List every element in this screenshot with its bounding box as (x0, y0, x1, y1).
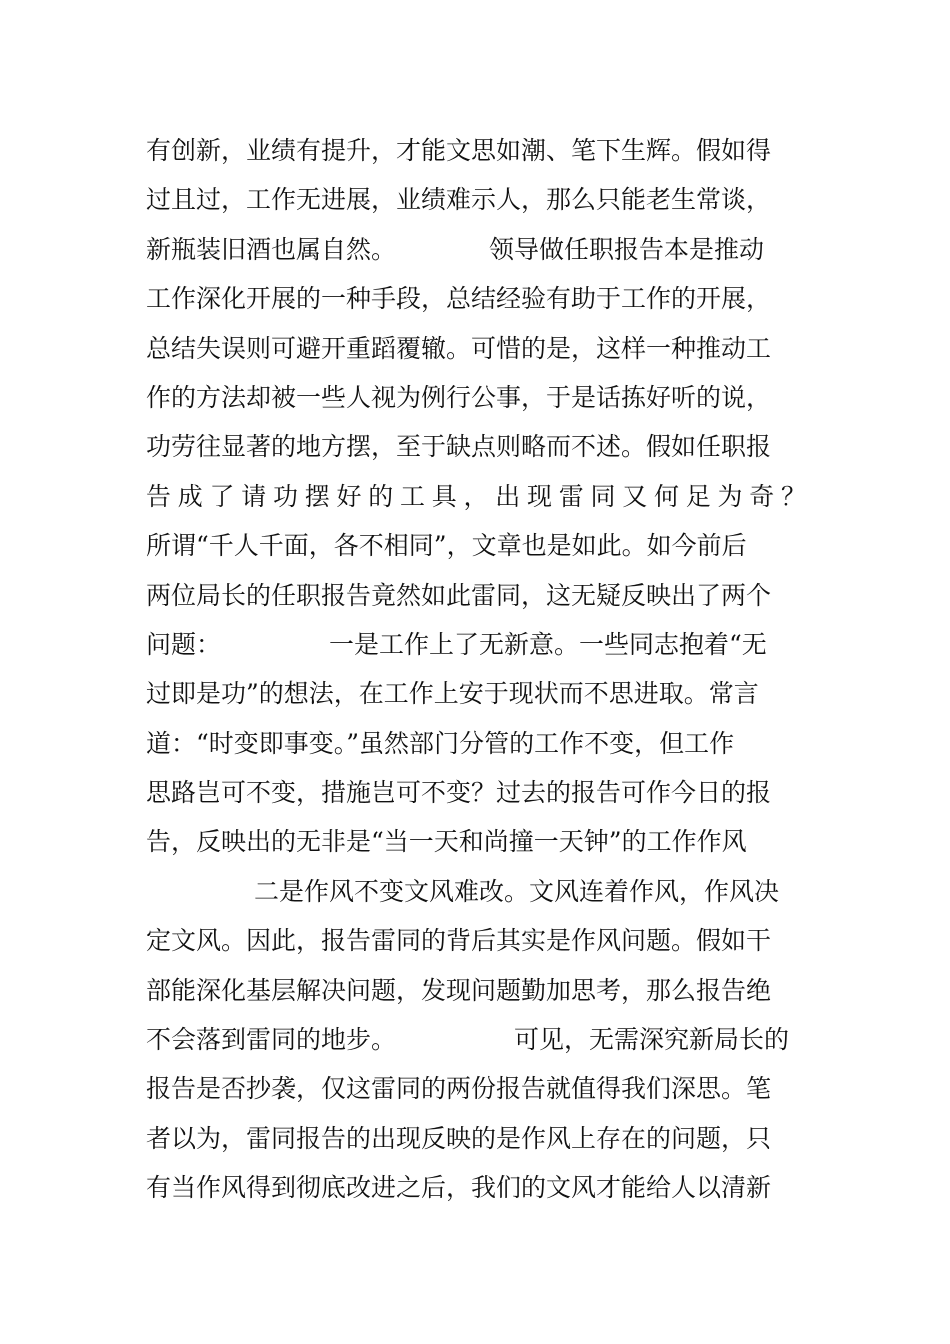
text-line-18: 部能深化基层解决问题，发现问题勤加思考，那么报告绝 (146, 975, 772, 1005)
text-line-19 (146, 1015, 806, 1064)
text-line-15: 告，反映出的无非是“当一天和尚撞一天钟”的工作作风 (146, 827, 747, 857)
text-segment: 不会落到雷同的地步。 (146, 1025, 397, 1055)
text-line-9: 所谓“千人千面，各不相同”，文章也是如此。如今前后 (146, 531, 747, 561)
text-segment: 新瓶装旧酒也属自然。 (146, 234, 397, 264)
text-line-21: 者以为，雷同报告的出现反映的是作风上存在的问题，只 (146, 1123, 772, 1153)
text-segment: 二是作风不变文风难改。文风连着作风，作风决 (254, 876, 780, 906)
text-line-22: 有当作风得到彻底改进之后，我们的文风才能给人以清新 (146, 1173, 772, 1203)
text-line-7: 功劳往显著的地方摆，至于缺点则略而不述。假如任职报 (146, 432, 772, 462)
text-line-10: 两位局长的任职报告竟然如此雷同，这无疑反映出了两个 (146, 580, 772, 610)
text-line-16 (146, 867, 806, 916)
text-line-2: 过且过，工作无进展，业绩难示人，那么只能老生常谈， (146, 185, 772, 215)
body-text (146, 126, 806, 1213)
text-segment: 一是工作上了无新意。一些同志抱着“无 (329, 629, 767, 659)
text-line-20: 报告是否抄袭，仅这雷同的两份报告就值得我们深思。笔 (146, 1074, 772, 1104)
text-line-12: 过即是功”的想法，在工作上安于现状而不思进取。常言 (146, 679, 759, 709)
text-line-4: 工作深化开展的一种手段，总结经验有助于工作的开展， (146, 284, 772, 314)
text-line-17: 定文风。因此，报告雷同的背后其实是作风问题。假如干 (146, 926, 772, 956)
text-segment: 可见，无需深究新局长的 (514, 1025, 790, 1055)
text-segment: 领导做任职报告本是推动 (489, 234, 765, 264)
text-line-14: 思路岂可不变，措施岂可不变？过去的报告可作今日的报 (146, 778, 772, 808)
text-segment: 问题： (146, 629, 222, 659)
text-line-11 (146, 620, 806, 669)
text-line-1: 有创新，业绩有提升，才能文思如潮、笔下生辉。假如得 (146, 136, 772, 165)
text-line-13: 道：“时变即事变。”虽然部门分管的工作不变，但工作 (146, 728, 735, 758)
text-line-5: 总结失误则可避开重蹈覆辙。可惜的是，这样一种推动工 (146, 333, 772, 363)
text-line-6: 作的方法却被一些人视为例行公事，于是话拣好听的说， (146, 382, 772, 412)
text-line-8: 告成了请功摆好的工具，出现雷同又何足为奇？ (146, 481, 806, 511)
text-line-3 (146, 225, 806, 274)
